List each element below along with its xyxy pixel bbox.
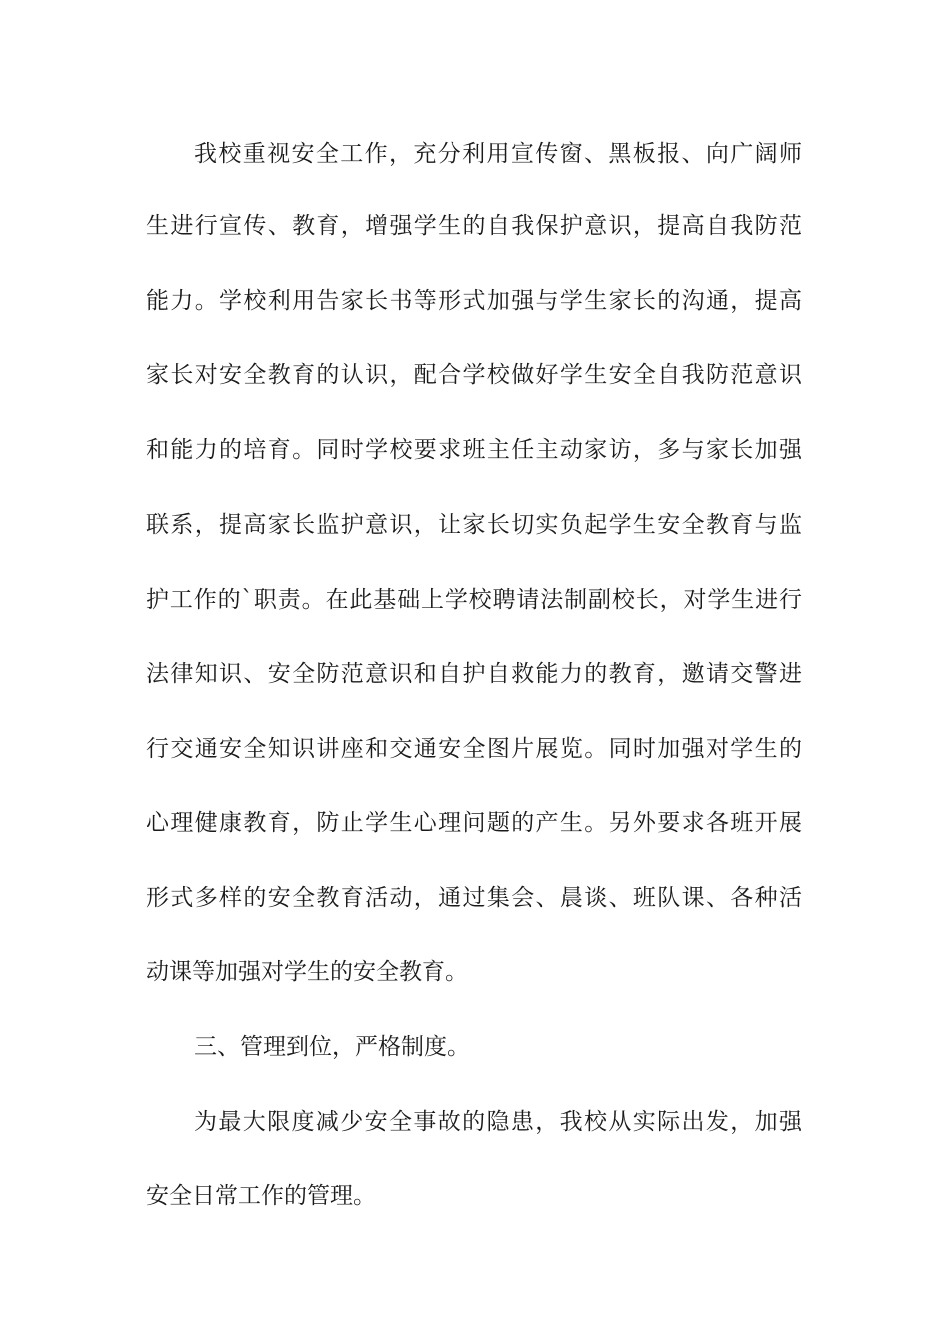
paragraph-1-line-8: 法律知识、安全防范意识和自护自救能力的教育，邀请交警进 xyxy=(146,661,802,687)
paragraph-2-line-1: 为最大限度减少安全事故的隐患，我校从实际出发，加强 xyxy=(194,1109,802,1135)
paragraph-1-line-9: 行交通安全知识讲座和交通安全图片展览。同时加强对学生的 xyxy=(146,736,802,762)
paragraph-1-line-5: 和能力的培育。同时学校要求班主任主动家访，多与家长加强 xyxy=(146,437,802,463)
paragraph-1-line-2: 生进行宣传、教育，增强学生的自我保护意识，提高自我防范 xyxy=(146,213,802,239)
paragraph-1-line-12: 动课等加强对学生的安全教育。 xyxy=(146,959,468,985)
paragraph-1-line-6: 联系，提高家长监护意识，让家长切实负起学生安全教育与监 xyxy=(146,512,802,538)
paragraph-1-line-10: 心理健康教育，防止学生心理问题的产生。另外要求各班开展 xyxy=(146,810,802,836)
section-heading: 三、管理到位，严格制度。 xyxy=(194,1034,470,1060)
paragraph-1-line-1: 我校重视安全工作，充分利用宣传窗、黑板报、向广阔师 xyxy=(194,141,802,167)
paragraph-1-line-11: 形式多样的安全教育活动，通过集会、晨谈、班队课、各种活 xyxy=(146,885,802,911)
paragraph-1-line-7: 护工作的`职责。在此基础上学校聘请法制副校长，对学生进行 xyxy=(146,587,802,613)
paragraph-1-line-4: 家长对安全教育的认识，配合学校做好学生安全自我防范意识 xyxy=(146,362,802,388)
paragraph-1-line-3: 能力。学校利用告家长书等形式加强与学生家长的沟通，提高 xyxy=(146,288,802,314)
paragraph-2-line-2: 安全日常工作的管理。 xyxy=(146,1183,376,1209)
